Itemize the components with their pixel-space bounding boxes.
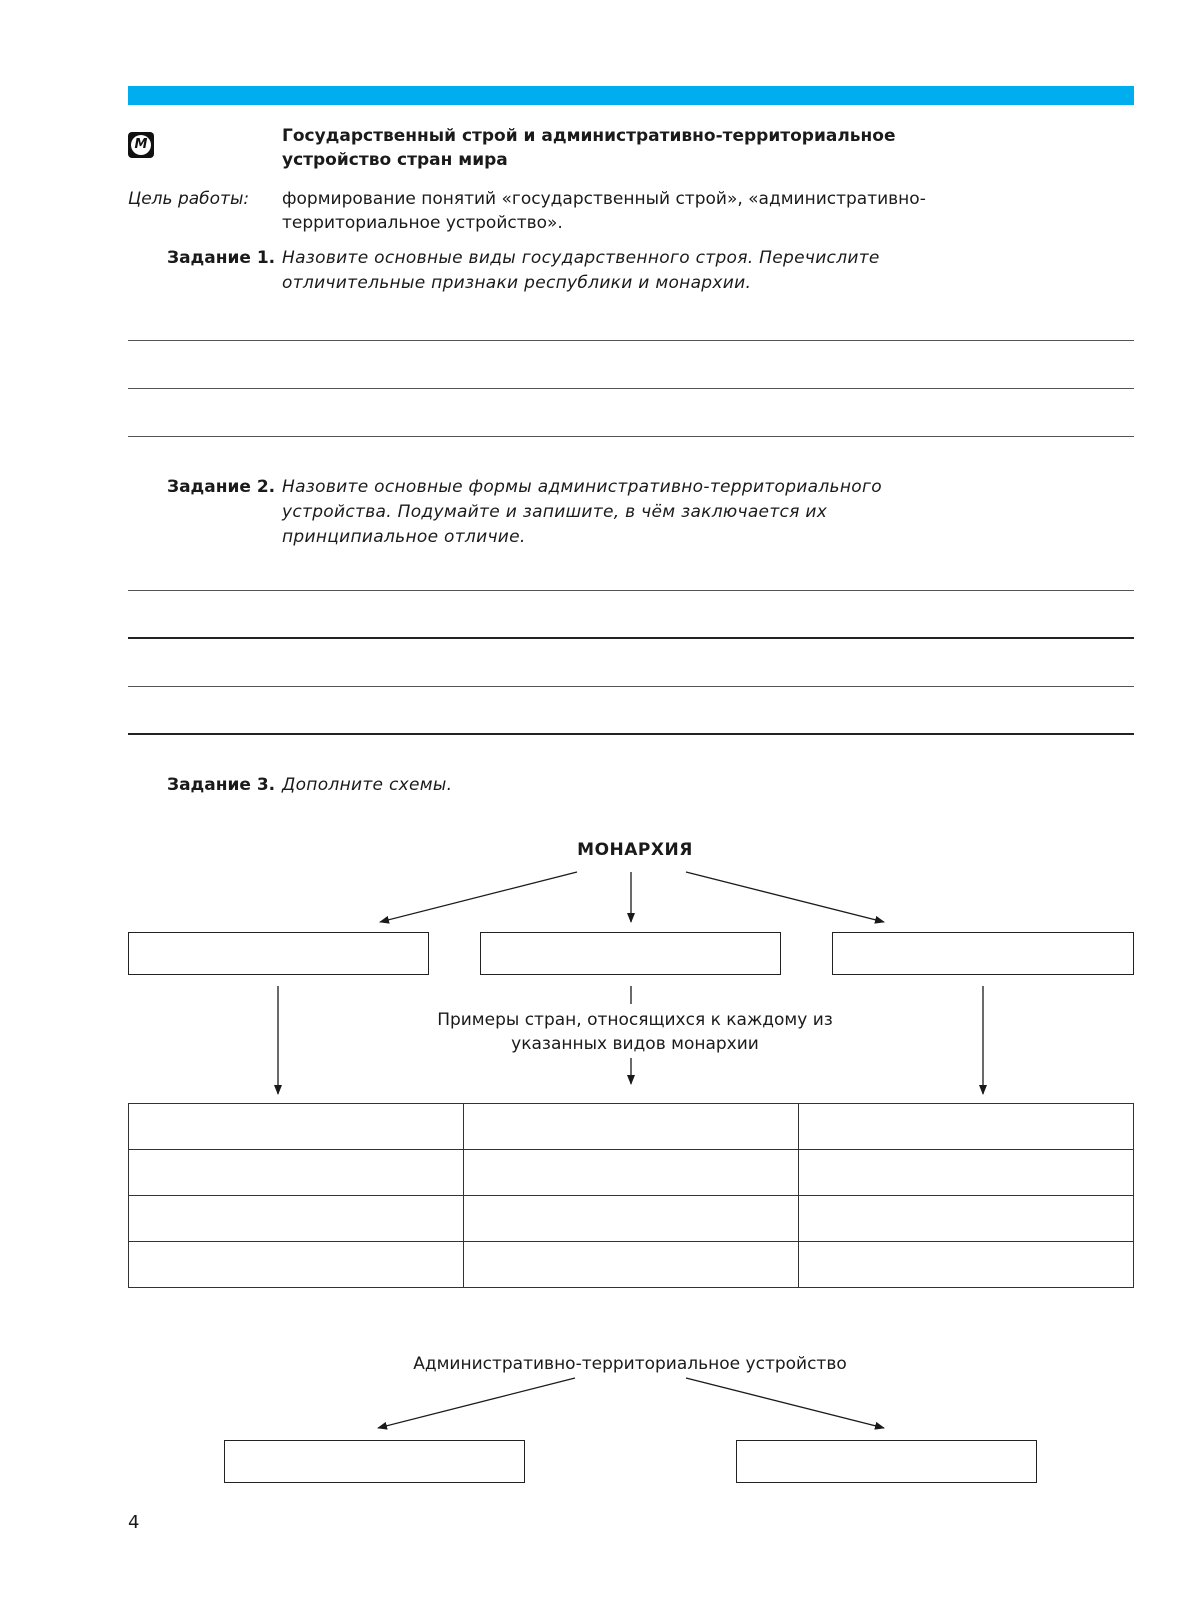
arrow-monarchy-right: [686, 872, 884, 922]
arrow-admin-right: [686, 1378, 884, 1428]
examples-caption: Примеры стран, относящихся к каждому из указанных видов монархии: [437, 1010, 833, 1054]
method-badge-letter: М: [131, 135, 151, 155]
page-number: 4: [128, 1512, 140, 1533]
goal-text: формирование понятий «государственный строй», «административно-территориальное устройство».: [282, 189, 926, 233]
arrow-admin-left: [378, 1378, 575, 1428]
page-title: Государственный строй и административно-территориальное устройство стран мира: [282, 126, 896, 170]
task-2-text: Назовите основные формы административно-территориального устройства. Подумайте и запишите, в чём заключается их принципиальное отличие.: [282, 477, 882, 547]
arrow-monarchy-left: [380, 872, 577, 922]
monarchy-scheme-title: МОНАРХИЯ: [577, 840, 693, 860]
task-1-label: Задание 1.: [167, 248, 276, 268]
task-2-label: Задание 2.: [167, 477, 276, 497]
task-3-text: Дополните схемы.: [282, 775, 453, 795]
goal-label: Цель работы:: [128, 189, 250, 209]
admin-scheme-title: Административно-территориальное устройство: [413, 1354, 847, 1374]
task-1-text: Назовите основные виды государственного строя. Перечислите отличительные признаки республики и монархии.: [282, 248, 880, 293]
task-3-label: Задание 3.: [167, 775, 276, 795]
